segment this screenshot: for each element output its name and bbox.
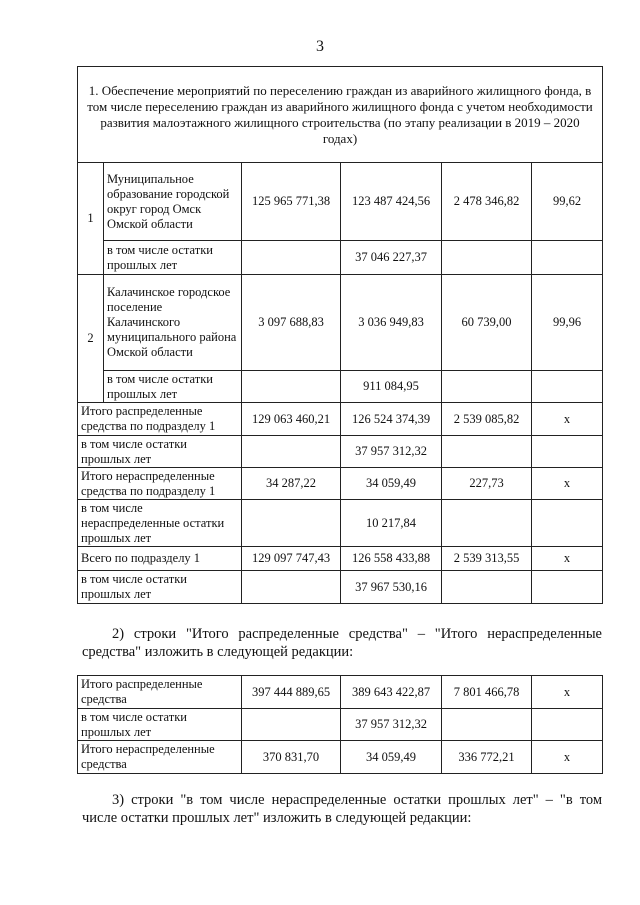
cell-value <box>442 571 532 604</box>
cell-value: 389 643 422,87 <box>341 676 442 709</box>
cell-value <box>532 371 603 403</box>
table-row <box>78 741 603 774</box>
cell-value: 3 036 949,83 <box>341 275 442 371</box>
cell-value: 37 967 530,16 <box>341 571 442 604</box>
cell-value <box>242 709 341 741</box>
cell-value <box>532 241 603 275</box>
page-number: 3 <box>316 38 324 55</box>
totals-table <box>77 675 603 774</box>
cell-value <box>442 371 532 403</box>
paragraph-2-text: 2) строки "Итого распределенные средства" – "Итого нераспределенные средства" изложить в следующей редакции: <box>82 626 602 660</box>
cell-value: 34 287,22 <box>242 468 341 500</box>
cell-value: 227,73 <box>442 468 532 500</box>
row-label: Муниципальное образование городской округ город Омск Омской области <box>104 163 242 241</box>
cell-value <box>242 241 341 275</box>
cell-value: 911 084,95 <box>341 371 442 403</box>
table-row <box>78 371 603 403</box>
table-row <box>78 571 603 604</box>
row-label: в том числе остатки прошлых лет <box>78 709 242 741</box>
cell-value: 126 558 433,88 <box>341 547 442 571</box>
cell-value: 370 831,70 <box>242 741 341 774</box>
cell-value: х <box>532 676 603 709</box>
table-row <box>78 709 603 741</box>
cell-value: 129 097 747,43 <box>242 547 341 571</box>
cell-value: 37 046 227,37 <box>341 241 442 275</box>
section-header: 1. Обеспечение мероприятий по переселению граждан из аварийного жилищного фонда, в том числе переселению граждан из аварийного жилищного фонда с учетом необходимости развития малоэтажного жилищного строительства (по этапу реализации в 2019 – 2020 годах) <box>78 67 603 163</box>
cell-value: 2 539 085,82 <box>442 403 532 436</box>
cell-value: 99,62 <box>532 163 603 241</box>
paragraph-3-text: 3) строки "в том числе нераспределенные остатки прошлых лет" – "в том числе остатки прошлых лет" изложить в следующей редакции: <box>82 792 602 826</box>
cell-value <box>532 500 603 547</box>
cell-value: х <box>532 741 603 774</box>
cell-value: 123 487 424,56 <box>341 163 442 241</box>
row-label: Калачинское городское поселение Калачинского муниципального района Омской области <box>104 275 242 371</box>
cell-value <box>442 436 532 468</box>
cell-value <box>532 709 603 741</box>
cell-value <box>442 500 532 547</box>
row-label: Итого распределенные средства по подразделу 1 <box>78 403 242 436</box>
paragraph-2 <box>82 625 602 661</box>
row-label: Итого распределенные средства <box>78 676 242 709</box>
row-label: Итого нераспределенные средства <box>78 741 242 774</box>
cell-value <box>242 571 341 604</box>
table-row <box>78 275 603 371</box>
funding-table <box>77 66 603 604</box>
table-row <box>78 163 603 241</box>
cell-value: 126 524 374,39 <box>341 403 442 436</box>
row-label: в том числе остатки прошлых лет <box>78 436 242 468</box>
row-label: Итого нераспределенные средства по подразделу 1 <box>78 468 242 500</box>
paragraph-3 <box>82 791 602 827</box>
cell-value: 10 217,84 <box>341 500 442 547</box>
row-number: 1 <box>78 163 104 275</box>
cell-value: 397 444 889,65 <box>242 676 341 709</box>
table-row <box>78 241 603 275</box>
cell-value: 34 059,49 <box>341 468 442 500</box>
cell-value: 3 097 688,83 <box>242 275 341 371</box>
cell-value: х <box>532 468 603 500</box>
cell-value: 37 957 312,32 <box>341 709 442 741</box>
cell-value <box>242 371 341 403</box>
row-label: Всего по подразделу 1 <box>78 547 242 571</box>
table-row <box>78 403 603 436</box>
cell-value: х <box>532 547 603 571</box>
table-row <box>78 468 603 500</box>
cell-value <box>532 571 603 604</box>
row-label: в том числе остатки прошлых лет <box>104 371 242 403</box>
cell-value <box>242 500 341 547</box>
cell-value: 336 772,21 <box>442 741 532 774</box>
cell-value: 34 059,49 <box>341 741 442 774</box>
cell-value: 129 063 460,21 <box>242 403 341 436</box>
row-number: 2 <box>78 275 104 403</box>
table-row <box>78 436 603 468</box>
cell-value: 2 539 313,55 <box>442 547 532 571</box>
row-label: в том числе нераспределенные остатки прошлых лет <box>78 500 242 547</box>
row-label: в том числе остатки прошлых лет <box>78 571 242 604</box>
cell-value: х <box>532 403 603 436</box>
cell-value: 37 957 312,32 <box>341 436 442 468</box>
cell-value: 60 739,00 <box>442 275 532 371</box>
cell-value: 99,96 <box>532 275 603 371</box>
table-row <box>78 500 603 547</box>
cell-value: 125 965 771,38 <box>242 163 341 241</box>
cell-value <box>532 436 603 468</box>
table-row <box>78 547 603 571</box>
cell-value: 7 801 466,78 <box>442 676 532 709</box>
row-label: в том числе остатки прошлых лет <box>104 241 242 275</box>
table-row <box>78 676 603 709</box>
cell-value: 2 478 346,82 <box>442 163 532 241</box>
cell-value <box>242 436 341 468</box>
cell-value <box>442 709 532 741</box>
cell-value <box>442 241 532 275</box>
